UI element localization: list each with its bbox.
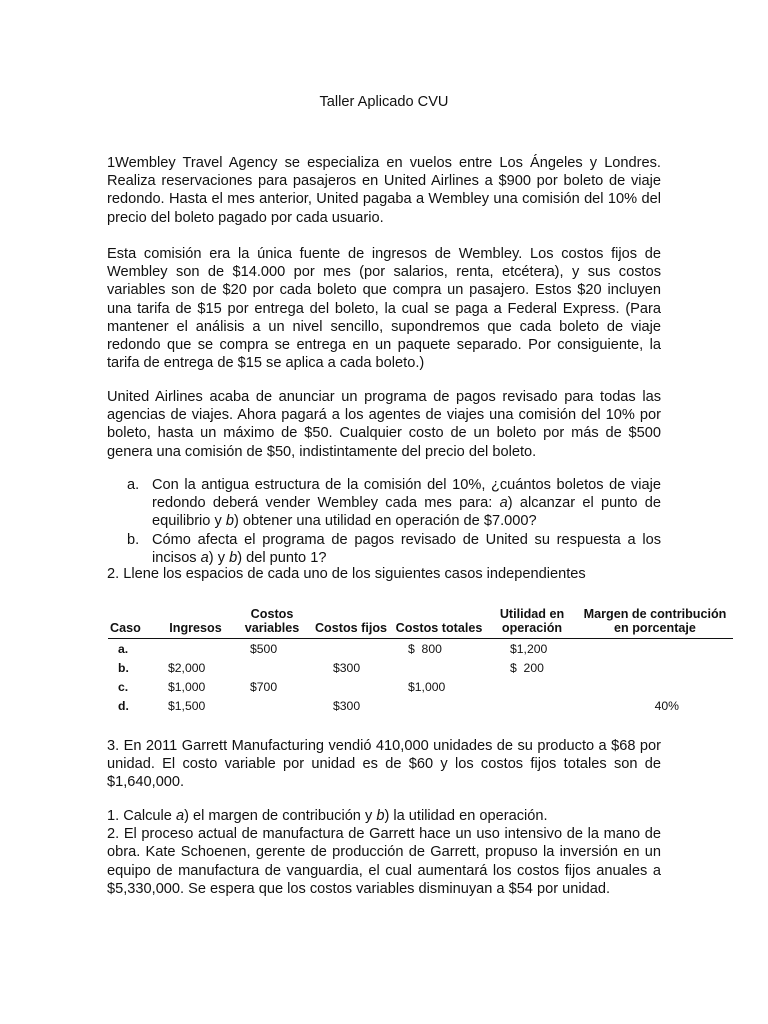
table-cell — [487, 677, 577, 696]
table-cell — [487, 696, 577, 715]
header-margen: Margen de contribución en porcentaje — [577, 607, 733, 639]
table-cell: $1,500 — [168, 698, 206, 713]
table-cell — [391, 658, 487, 677]
list-text: Con la antigua estructura de la comisión del 10%, ¿cuántos boletos de viaje redondo deberá vender Wembley cada mes para: — [152, 477, 661, 512]
header-costos-variables: Costos variables — [233, 607, 311, 639]
italic-letter: b — [376, 808, 385, 824]
cases-table — [108, 607, 733, 715]
table-cell — [158, 639, 233, 659]
question-line — [107, 807, 661, 825]
list-text: ) y — [208, 549, 230, 566]
paragraph-problem-1-revised-program: United Airlines acaba de anunciar un programa de pagos revisado para todas las agencias de viajes. Ahora pagará a los agentes de viajes una comisión del 10% por boleto, hasta un máximo de $50. Cualquier costo de un boleto por más de $500 genera una comisión de $50, indistintamente del precio del boleto. — [107, 389, 661, 460]
table-cell — [577, 639, 733, 659]
table-cell: $700 — [250, 679, 278, 694]
header-ingresos: Ingresos — [158, 607, 233, 639]
problem-3-questions — [107, 807, 661, 898]
table-cell — [577, 658, 733, 677]
table-cell: $2,000 — [168, 660, 206, 675]
table-cell — [233, 658, 311, 677]
list-item — [127, 531, 661, 567]
table-cell: c. — [118, 679, 129, 694]
list-text: Cómo afecta el programa de pagos revisado de United su respuesta a los incisos — [152, 531, 661, 566]
table-cell — [577, 677, 733, 696]
table-cell: $300 — [333, 698, 361, 713]
table-cell: $500 — [250, 641, 278, 656]
header-utilidad: Utilidad en operación — [487, 607, 577, 639]
question-list — [127, 476, 661, 567]
header-costos-totales: Costos totales — [391, 607, 487, 639]
table-cell — [391, 696, 487, 715]
header-costos-fijos: Costos fijos — [311, 607, 391, 639]
table-cell — [311, 639, 391, 659]
table-cell: 40% — [654, 698, 679, 713]
table-cell: $1,200 — [510, 641, 548, 656]
document-title: Taller Aplicado CVU — [319, 94, 449, 110]
question-line: 2. El proceso actual de manufactura de Garrett hace un uso intensivo de la mano de obra. Kate Schoenen, gerente de producción de Garrett, propuso la inversión en un equipo de manufactura de vanguardia, el cual aumentará los costos fijos anuales a $5,330,000. Se espera que los costos variables disminuyan a $54 por unidad. — [107, 826, 661, 897]
paragraph-problem-1-intro: 1Wembley Travel Agency se especializa en vuelos entre Los Ángeles y Londres. Realiza reservaciones para pasajeros en United Airlines a $900 por boleto de viaje redondo. Hasta el mes anterior, United pagaba a Wembley una comisión del 10% del precio del boleto pagado por cada usuario. — [107, 155, 661, 226]
table-row — [108, 677, 733, 696]
list-italic: a — [200, 549, 209, 566]
problem-2-heading: 2. Llene los espacios de cada uno de los siguientes casos independientes — [107, 566, 586, 582]
table-cell: $1,000 — [408, 679, 446, 694]
paragraph-problem-3: 3. En 2011 Garrett Manufacturing vendió 410,000 unidades de su producto a $68 por unidad. El costo variable por unidad es de $60 y los costos fijos totales son de $1,640,000. — [107, 738, 661, 791]
table-cell: $1,000 — [168, 679, 206, 694]
table-cell: $ 800 — [408, 641, 442, 656]
table-cell — [311, 677, 391, 696]
table-row — [108, 696, 733, 715]
table-cell — [233, 696, 311, 715]
text-span: 1. Calcule — [107, 808, 176, 824]
table-header-row — [108, 607, 733, 639]
table-row — [108, 639, 733, 659]
table-cell: b. — [118, 660, 129, 675]
list-text: ) alcanzar el punto de equilibrio y — [152, 495, 661, 530]
list-marker: b. — [127, 531, 140, 548]
list-italic: a — [499, 495, 508, 512]
table-cell: d. — [118, 698, 129, 713]
list-italic: b — [225, 513, 234, 530]
text-span: ) el margen de contribución y — [184, 808, 377, 824]
list-marker: a. — [127, 477, 140, 493]
list-text: ) del punto 1? — [237, 549, 327, 566]
table-cell: $300 — [333, 660, 361, 675]
list-italic: b — [229, 549, 238, 566]
list-text: ) obtener una utilidad en operación de $7.000? — [233, 513, 537, 530]
list-item — [127, 476, 661, 531]
paragraph-problem-1-costs: Esta comisión era la única fuente de ingresos de Wembley. Los costos fijos de Wembley son de $14.000 por mes (por salarios, renta, etcétera), y sus costos variables son de $20 por cada boleto que compra un pasajero. Estos $20 incluyen una tarifa de $15 por entrega del boleto, la cual se paga a Federal Express. (Para mantener el análisis a un nivel sencillo, supondremos que cada boleto de viaje redondo que se compra se entrega en un paquete separado. Por consiguiente, la tarifa de entrega de $15 se aplica a cada boleto.) — [107, 246, 661, 372]
table-row — [108, 658, 733, 677]
header-caso: Caso — [108, 607, 158, 639]
table-cell: a. — [118, 641, 129, 656]
table-cell: $ 200 — [510, 660, 544, 675]
text-span: ) la utilidad en operación. — [384, 808, 548, 824]
italic-letter: a — [175, 808, 185, 824]
